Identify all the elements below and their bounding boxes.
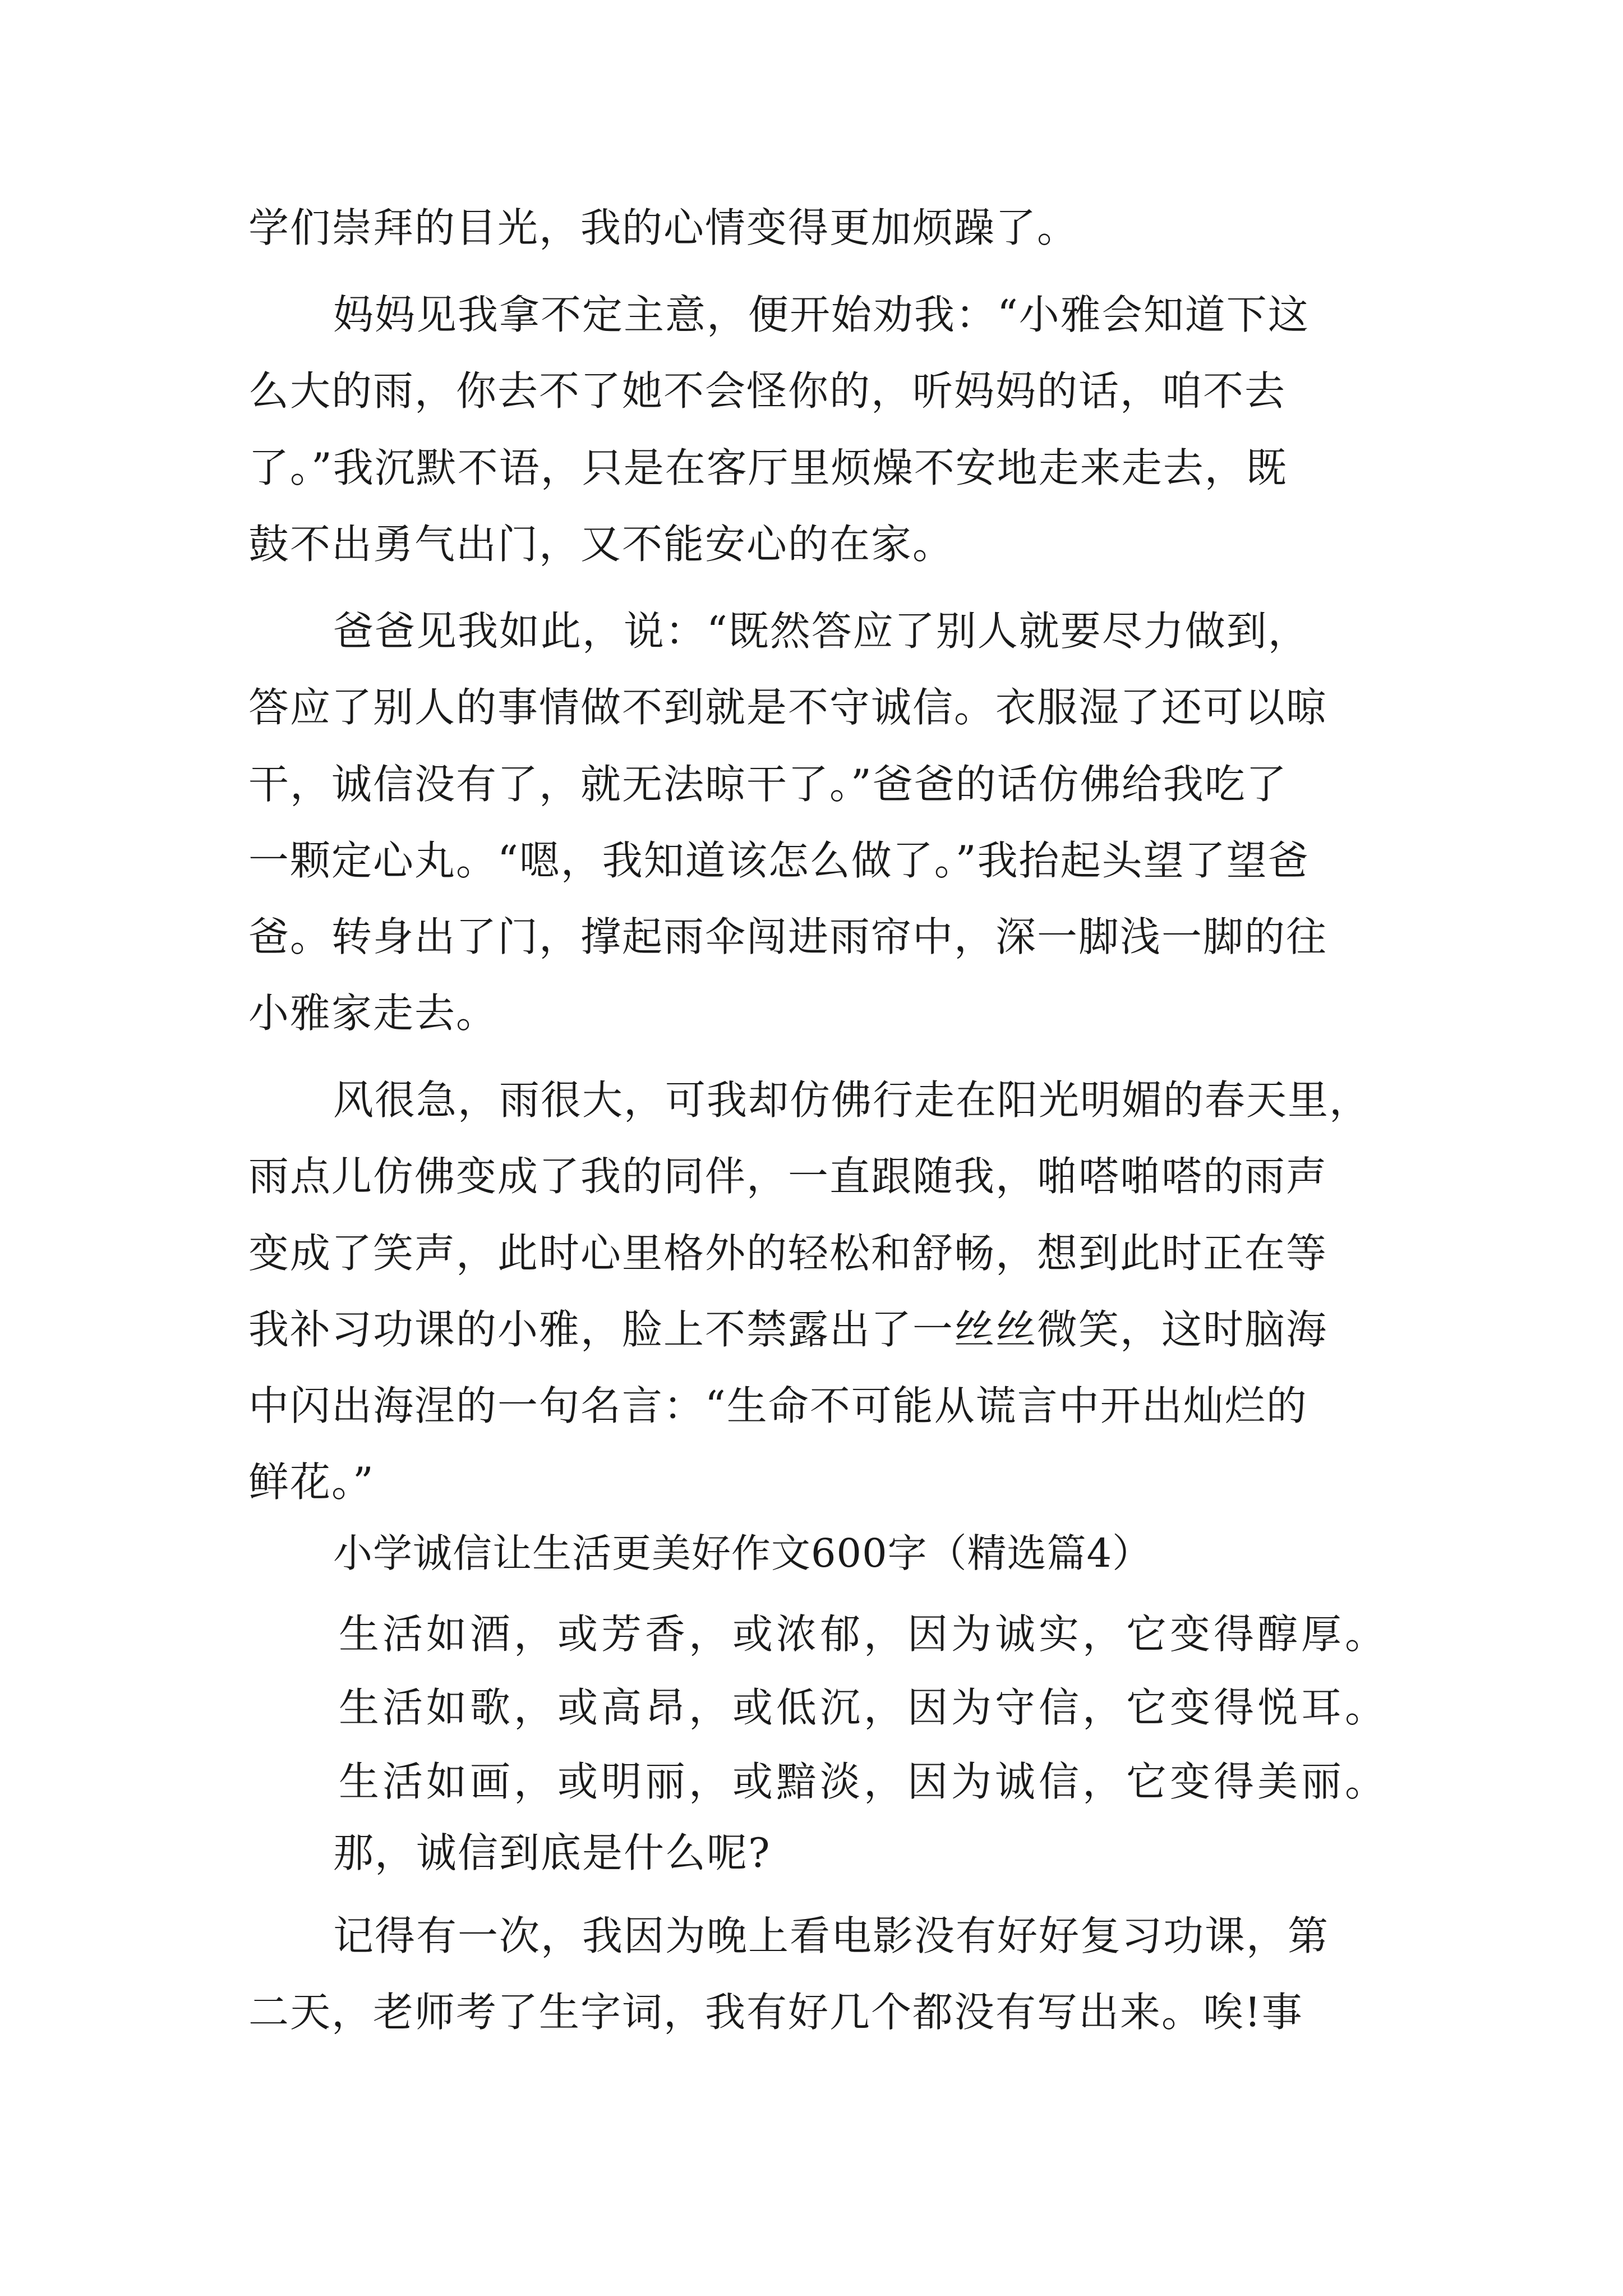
- paragraph-line: 二天，老师考了生字词，我有好几个都没有写出来。唉!事: [248, 1989, 1303, 2036]
- paragraph-line: 变成了笑声，此时心里格外的轻松和舒畅，想到此时正在等: [248, 1230, 1328, 1277]
- verse-line: 生活如歌，或高昂，或低沉，因为守信，它变得悦耳。: [339, 1684, 1389, 1731]
- paragraph-line: 答应了别人的事情做不到就是不守诚信。衣服湿了还可以晾: [248, 684, 1328, 731]
- paragraph-line: 干，诚信没有了，就无法晾干了。”爸爸的话仿佛给我吃了: [248, 761, 1288, 808]
- question-line: 那，诚信到底是什么呢?: [333, 1829, 771, 1876]
- paragraph-line: 记得有一次，我因为晚上看电影没有好好复习功课，第: [333, 1912, 1330, 1959]
- paragraph-line: 么大的雨，你去不了她不会怪你的，听妈妈的话，咱不去: [248, 367, 1287, 415]
- paragraph-line: 鲜花。”: [248, 1458, 375, 1506]
- paragraph-line: 妈妈见我拿不定主意，便开始劝我：“小雅会知道下这: [333, 291, 1310, 338]
- paragraph-line: 了。”我沉默不语，只是在客厅里烦燥不安地走来走去，既: [248, 444, 1288, 491]
- paragraph-line: 小雅家走去。: [248, 990, 498, 1037]
- paragraph-line: 爸。转身出了门，撑起雨伞闯进雨帘中，深一脚浅一脚的往: [248, 913, 1328, 960]
- paragraph-line: 学们崇拜的目光，我的心情变得更加烦躁了。: [248, 204, 1079, 251]
- verse-line: 生活如酒，或芳香，或浓郁，因为诚实，它变得醇厚。: [339, 1611, 1389, 1658]
- paragraph-line: 爸爸见我如此，说：“既然答应了别人就要尽力做到，: [333, 608, 1310, 655]
- paragraph-line: 鼓不出勇气出门，又不能安心的在家。: [248, 521, 955, 568]
- section-title: 小学诚信让生活更美好作文600字（精选篇4）: [333, 1530, 1152, 1576]
- paragraph-line: 中闪出海涅的一句名言：“生命不可能从谎言中开出灿烂的: [248, 1382, 1308, 1429]
- paragraph-line: 一颗定心丸。“嗯，我知道该怎么做了。”我抬起头望了望爸: [248, 837, 1310, 884]
- paragraph-line: 雨点儿仿佛变成了我的同伴，一直跟随我，啪嗒啪嗒的雨声: [248, 1153, 1328, 1200]
- verse-line: 生活如画，或明丽，或黯淡，因为诚信，它变得美丽。: [339, 1758, 1389, 1805]
- paragraph-line: 我补习功课的小雅，脸上不禁露出了一丝丝微笑，这时脑海: [248, 1306, 1328, 1353]
- paragraph-line: 风很急，雨很大，可我却仿佛行走在阳光明媚的春天里，: [333, 1076, 1371, 1124]
